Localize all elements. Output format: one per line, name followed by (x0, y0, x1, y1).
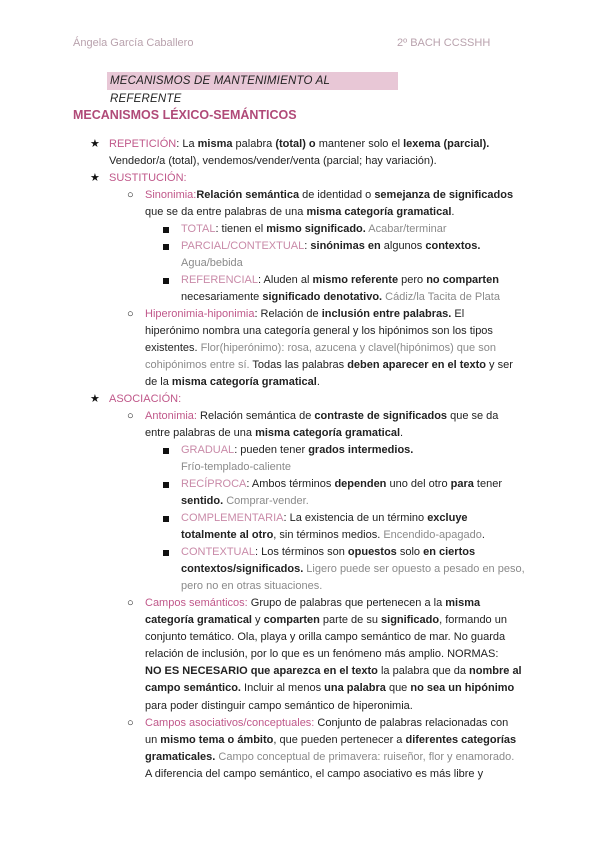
sustitucion-heading: SUSTITUCIÓN: (109, 172, 187, 184)
square-bullet (163, 550, 169, 556)
star-bullet: ★ (90, 393, 100, 405)
reciproca-item: RECÍPROCA: Ambos términos dependen uno del otro para tener sentido. Comprar-vender. (181, 478, 503, 508)
circle-bullet: ○ (127, 308, 134, 320)
complementaria-item: COMPLEMENTARIA: La existencia de un término excluye totalmente al otro, sin términos medios. Encendido-apagado. (181, 512, 485, 542)
star-bullet: ★ (90, 172, 100, 184)
square-bullet (163, 482, 169, 488)
author-name: Ángela García Caballero (73, 37, 194, 49)
total-item: TOTAL: tienen el mismo significado. Acabar/terminar (181, 223, 447, 235)
referencial-item: REFERENCIAL: Aluden al mismo referente pero no comparten necesariamente significado denotativo. Cádiz/la Tacita de Plata (181, 274, 500, 304)
square-bullet (163, 516, 169, 522)
campos-asociativos-item: Campos asociativos/conceptuales: Conjunto de palabras relacionadas con un mismo tema o ámbito, que pueden pertenecer a diferentes categorías gramaticales. Campo conceptual de primavera: ruiseñor, flor y enamorado. A diferencia del campo semántico, el campo asociativo es más libre y (145, 717, 517, 781)
section-heading: MECANISMOS LÉXICO-SEMÁNTICOS (73, 108, 297, 122)
square-bullet (163, 227, 169, 233)
page-title: MECANISMOS DE MANTENIMIENTO AL REFERENTE (107, 72, 398, 90)
circle-bullet: ○ (127, 189, 134, 201)
star-bullet: ★ (90, 138, 100, 150)
circle-bullet: ○ (127, 410, 134, 422)
gradual-item: GRADUAL: pueden tener grados intermedios. Frío-templado-caliente (181, 444, 414, 474)
course-label: 2º BACH CCSSHH (397, 37, 491, 49)
asociacion-heading: ASOCIACIÓN: (109, 393, 182, 405)
antonimia-item: Antonimia: Relación semántica de contraste de significados que se da entre palabras de una misma categoría gramatical. (145, 410, 499, 440)
sinonimia-item: Sinonimia:Relación semántica de identidad o semejanza de significados que se da entre palabras de una misma categoría gramatical. (145, 189, 514, 219)
square-bullet (163, 448, 169, 454)
repeticion-item: REPETICIÓN: La misma palabra (total) o mantener solo el lexema (parcial). Vendedor/a (total), vendemos/vender/venta (parcial; hay variación). (109, 138, 490, 168)
campos-semanticos-item: Campos semánticos: Grupo de palabras que pertenecen a la misma categoría gramatical y comparten parte de su significado, formando un conjunto temático. Ola, playa y orilla campo semántico de mar. No guarda relación de inclusión, por lo que es un fenómeno más amplio. NORMAS: NO ES NECESARIO que aparezca en el texto la palabra que da nombre al campo semántico. Incluir al menos una palabra que no sea un hipónimo para poder distinguir campo semántico de hiperonimia. (145, 597, 522, 712)
square-bullet (163, 278, 169, 284)
hiperonimia-item: Hiperonimia-hiponimia: Relación de inclusión entre palabras. El hiperónimo nombra una categoría general y los hipónimos son los tipos existentes. Flor(hiperónimo): rosa, azucena y clavel(hipónimos) que son cohipónimos entre sí. Todas las palabras deben aparecer en el texto y ser de la misma categoría gramatical. (145, 308, 513, 389)
contextual-item: CONTEXTUAL: Los términos son opuestos solo en ciertos contextos/significados. Ligero puede ser opuesto a pesado en peso, pero no en otras situaciones. (181, 546, 525, 593)
square-bullet (163, 244, 169, 250)
parcial-item: PARCIAL/CONTEXTUAL: sinónimas en algunos contextos. Agua/bebida (181, 240, 481, 270)
circle-bullet: ○ (127, 597, 134, 609)
circle-bullet: ○ (127, 717, 134, 729)
